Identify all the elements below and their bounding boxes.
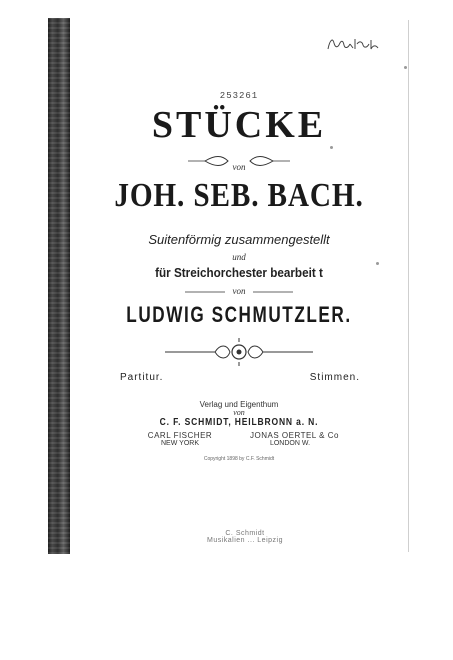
book-binding-edge bbox=[48, 18, 70, 554]
subtitle-line-1: Suitenförmig zusammengestellt bbox=[148, 232, 330, 247]
composer-name: JOH. SEB. BACH. bbox=[114, 177, 364, 214]
von-small-2: von bbox=[232, 286, 246, 296]
page-title: STÜCKE bbox=[151, 104, 327, 146]
und-small: und bbox=[232, 252, 246, 262]
speck bbox=[404, 66, 407, 69]
agent-city: LONDON W. bbox=[269, 440, 311, 447]
agent-name: CARL FISCHER bbox=[147, 431, 213, 440]
stamp-line-2: Musikalien ... Leipzig bbox=[207, 537, 283, 544]
shelfmark: 253261 bbox=[219, 91, 259, 101]
stamp-line-1: C. Schmidt bbox=[225, 530, 265, 537]
von-small-3: von bbox=[233, 408, 245, 417]
publisher-intro: Verlag und Eigenthum bbox=[199, 400, 279, 409]
handwritten-signature bbox=[326, 36, 380, 52]
agent-london bbox=[250, 431, 339, 447]
flourish-ornament-icon bbox=[70, 338, 408, 366]
agent-city: NEW YORK bbox=[161, 440, 199, 447]
publisher-name: C. F. SCHMIDT, HEILBRONN a. N. bbox=[159, 417, 319, 428]
agent-new-york bbox=[140, 431, 220, 447]
von-small-1: von bbox=[232, 162, 246, 172]
subtitle-line-2: für Streichorchester bearbeit t bbox=[155, 265, 323, 280]
edition-formats bbox=[120, 372, 360, 383]
library-stamp bbox=[190, 530, 300, 544]
arranger-name: LUDWIG SCHMUTZLER. bbox=[126, 302, 352, 327]
parts-label: Stimmen. bbox=[309, 372, 360, 383]
speck bbox=[330, 146, 333, 149]
agent-name: JONAS OERTEL & Co bbox=[250, 431, 339, 440]
copyright-line: Copyright 1898 by C.F. Schmidt bbox=[203, 456, 275, 462]
score-label: Partitur. bbox=[120, 372, 164, 383]
speck bbox=[376, 262, 379, 265]
